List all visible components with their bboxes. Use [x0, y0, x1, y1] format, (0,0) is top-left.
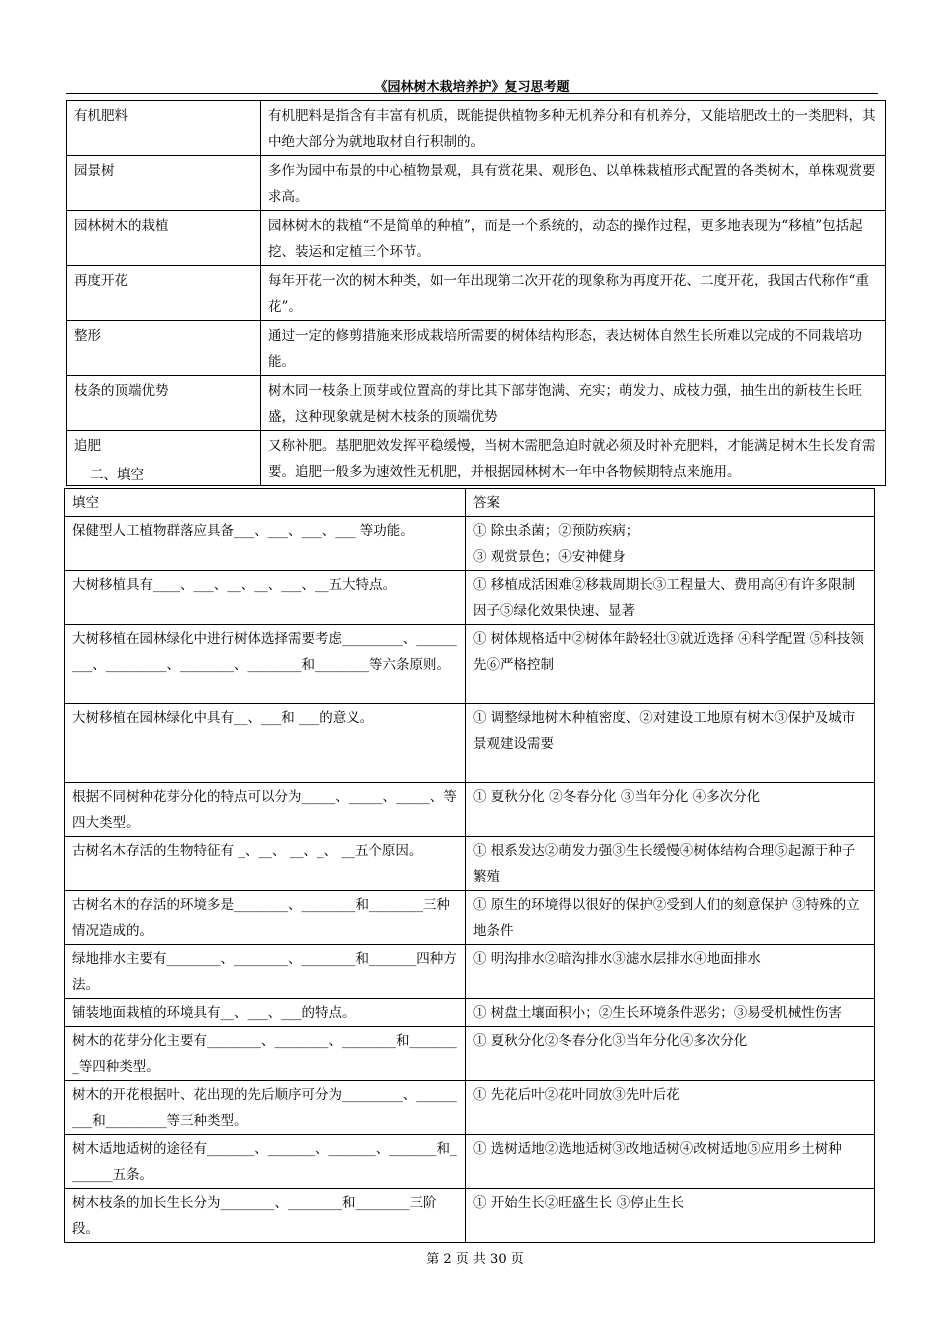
header-divider: [66, 93, 878, 94]
fill-answer: ① 夏秋分化②冬春分化③当年分化④多次分化: [466, 1027, 875, 1081]
page-header-title: 《园林树木栽培养护》复习思考题: [374, 80, 570, 95]
section-title: 二、填空: [90, 467, 144, 483]
fill-row: [65, 1027, 875, 1081]
fill-question: 古树名木存活的生物特征有 _、__、 __、_、 __五个原因。: [65, 837, 466, 891]
fill-answer: ① 开始生长②旺盛生长 ③停止生长: [466, 1189, 875, 1243]
fill-row: [65, 891, 875, 945]
fill-question: 大树移植在园林绿化中进行树体选择需要考虑_________、_________、_________、________、________和________等六条原则。: [65, 625, 466, 704]
glossary-row: [67, 266, 886, 321]
fill-row: [65, 625, 875, 704]
fill-question: 大树移植具有____、___、__、__、___、__五大特点。: [65, 571, 466, 625]
fill-row: [65, 704, 875, 783]
fill-question: 树木枝条的加长生长分为________、________和________三阶段。: [65, 1189, 466, 1243]
page-footer: 第 2 页 共 30 页: [426, 1252, 524, 1267]
fill-question: 古树名木的存活的环境多是________、________和________三种情况造成的。: [65, 891, 466, 945]
glossary-definition: 通过一定的修剪措施来形成栽培所需要的树体结构形态，表达树体自然生长所难以完成的不同栽培功能。: [261, 321, 886, 376]
glossary-term: 枝条的顶端优势: [67, 376, 261, 431]
fill-answer: ① 树体规格适中②树体年龄轻壮③就近选择 ④科学配置 ⑤科技领先⑥严格控制: [466, 625, 875, 704]
fill-row: [65, 837, 875, 891]
glossary-table: [66, 100, 886, 486]
fill-question: 根据不同树种花芽分化的特点可以分为_____、_____、_____、等四大类型。: [65, 783, 466, 837]
fill-answer: ① 根系发达②萌发力强③生长缓慢④树体结构合理⑤起源于种子繁殖: [466, 837, 875, 891]
fill-header-question: 填空: [65, 489, 466, 517]
fill-question: 铺装地面栽植的环境具有__、___、___的特点。: [65, 999, 466, 1027]
fill-answer: ① 明沟排水②暗沟排水③滤水层排水④地面排水: [466, 945, 875, 999]
fill-row: [65, 1081, 875, 1135]
fill-answer: ① 树盘土壤面积小；②生长环境条件恶劣；③易受机械性伤害: [466, 999, 875, 1027]
glossary-row: [67, 321, 886, 376]
fill-question: 绿地排水主要有________、________、________和_______四种方法。: [65, 945, 466, 999]
fill-answer: ① 原生的环境得以很好的保护②受到人们的刻意保护 ③特殊的立地条件: [466, 891, 875, 945]
fill-question: 保健型人工植物群落应具备___、___、___、___ 等功能。: [65, 517, 466, 571]
glossary-term: 园景树: [67, 156, 261, 211]
fill-row: [65, 1189, 875, 1243]
fill-answer: ① 夏秋分化 ②冬春分化 ③当年分化 ④多次分化: [466, 783, 875, 837]
fill-row: [65, 1135, 875, 1189]
fill-question: 树木的花芽分化主要有________、________、________和________等四种类型。: [65, 1027, 466, 1081]
glossary-definition: 树木同一枝条上顶芽或位置高的芽比其下部芽饱满、充实；萌发力、成枝力强，抽生出的新枝生长旺盛，这种现象就是树木枝条的顶端优势: [261, 376, 886, 431]
glossary-row: [67, 101, 886, 156]
glossary-term: 有机肥料: [67, 101, 261, 156]
fill-answer: ① 先花后叶②花叶同放③先叶后花: [466, 1081, 875, 1135]
fill-answer: ① 选树适地②选地适树③改地适树④改树适地⑤应用乡土树种: [466, 1135, 875, 1189]
glossary-definition: 每年开花一次的树木种类，如一年出现第二次开花的现象称为再度开花、二度开花，我国古代称作“重花”。: [261, 266, 886, 321]
glossary-term: 再度开花: [67, 266, 261, 321]
glossary-row: [67, 156, 886, 211]
fill-answer: ① 除虫杀菌；②预防疾病； ③ 观赏景色；④安神健身: [466, 517, 875, 571]
fill-row: [65, 999, 875, 1027]
fill-question: 树木适地适树的途径有_______、_______、_______、_______和_______五条。: [65, 1135, 466, 1189]
glossary-term: 园林树木的栽植: [67, 211, 261, 266]
fill-question: 大树移植在园林绿化中具有__、___和 ___的意义。: [65, 704, 466, 783]
fill-answer: ① 调整绿地树木种植密度、②对建设工地原有树木③保护及城市景观建设需要: [466, 704, 875, 783]
glossary-term: 追肥: [67, 431, 261, 486]
glossary-term: 整形: [67, 321, 261, 376]
glossary-definition: 园林树木的栽植“不是简单的种植”，而是一个系统的，动态的操作过程，更多地表现为“移植”包括起挖、装运和定植三个环节。: [261, 211, 886, 266]
fill-table-header-row: [65, 489, 875, 517]
fill-row: [65, 517, 875, 571]
fill-row: [65, 783, 875, 837]
glossary-definition: 又称补肥。基肥肥效发挥平稳缓慢，当树木需肥急迫时就必须及时补充肥料，才能满足树木生长发育需要。追肥一般多为速效性无机肥，并根据园林树木一年中各物候期特点来施用。: [261, 431, 886, 486]
glossary-row: [67, 431, 886, 486]
fill-row: [65, 945, 875, 999]
fill-question: 树木的开花根据叶、花出现的先后顺序可分为_________、_________和_________等三种类型。: [65, 1081, 466, 1135]
fill-in-table: [64, 488, 875, 1243]
glossary-row: [67, 376, 886, 431]
fill-answer: ① 移植成活困难②移栽周期长③工程量大、费用高④有许多限制因子⑤绿化效果快速、显著: [466, 571, 875, 625]
glossary-row: [67, 211, 886, 266]
fill-header-answer: 答案: [466, 489, 875, 517]
glossary-definition: 有机肥料是指含有丰富有机质，既能提供植物多种无机养分和有机养分，又能培肥改土的一类肥料，其中绝大部分为就地取材自行积制的。: [261, 101, 886, 156]
glossary-definition: 多作为园中布景的中心植物景观，具有赏花果、观形色、以单株栽植形式配置的各类树木，单株观赏要求高。: [261, 156, 886, 211]
fill-row: [65, 571, 875, 625]
